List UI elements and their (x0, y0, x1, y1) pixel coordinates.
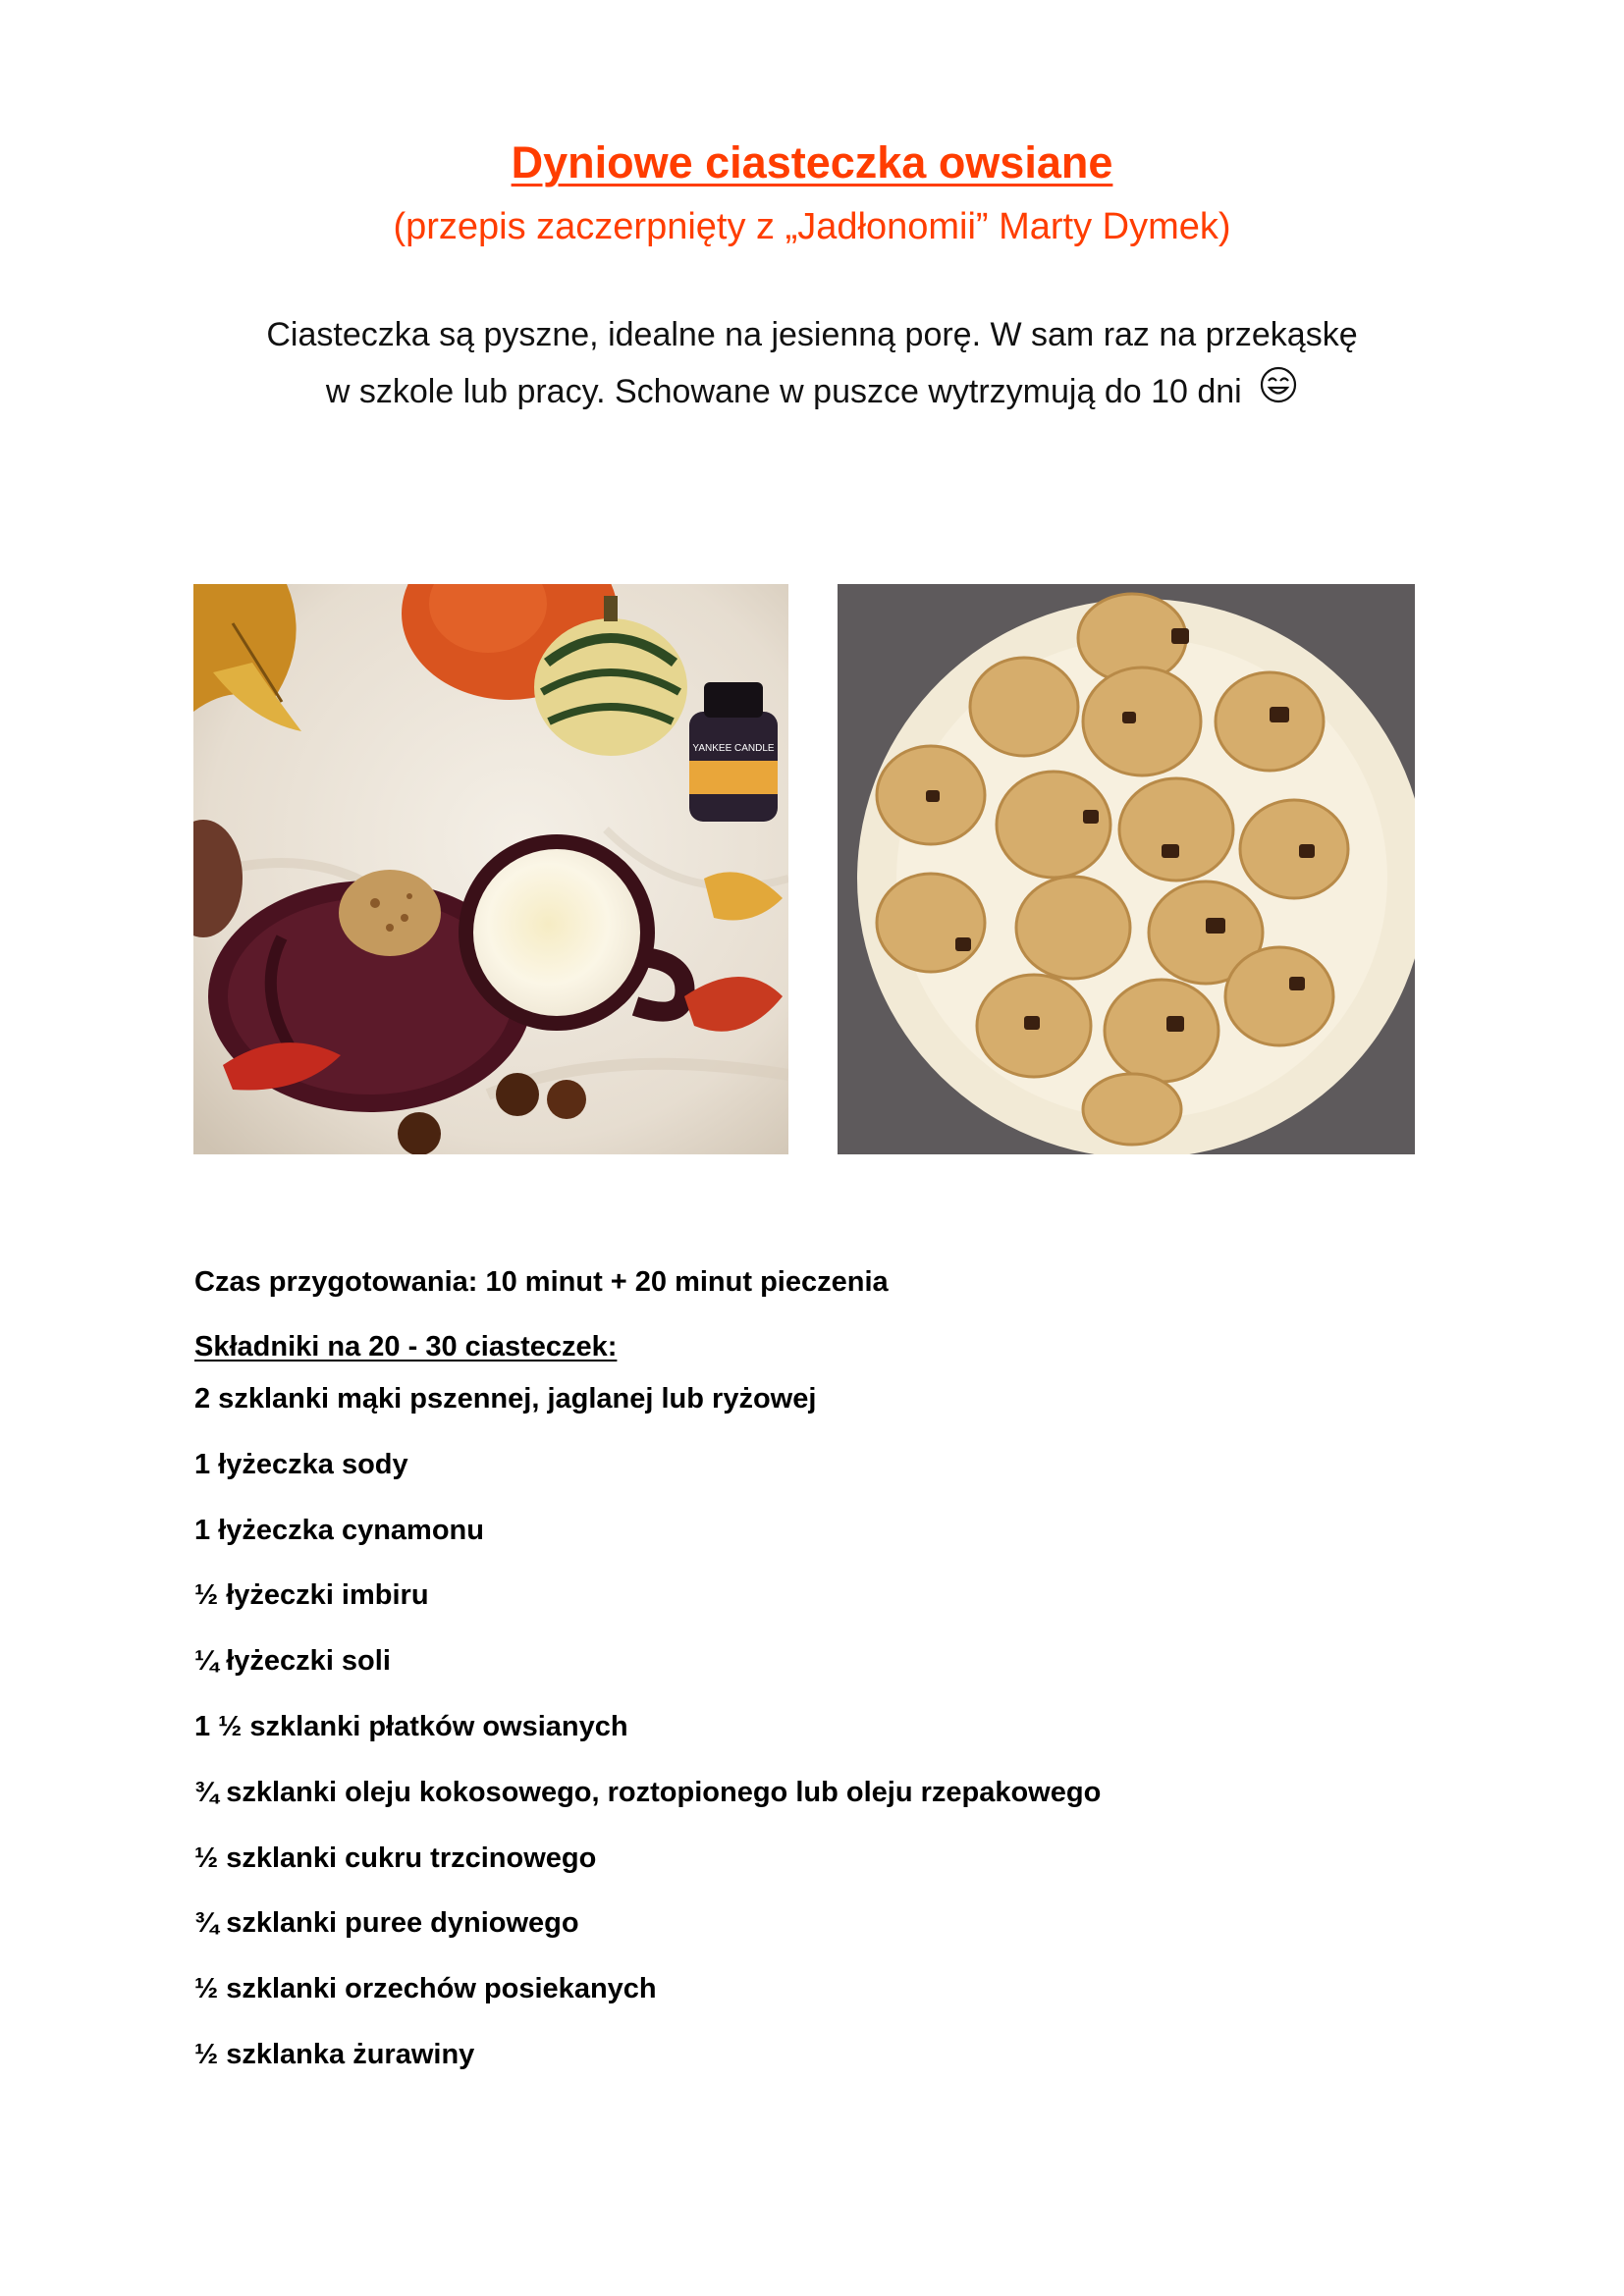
intro-paragraph (0, 306, 1624, 422)
smiling-face-icon (1259, 365, 1298, 422)
ingredients-list (194, 1379, 1101, 2101)
list-item: ½ łyżeczki imbiru (194, 1579, 429, 1612)
list-item: ½ szklanki orzechów posiekanych (194, 1973, 657, 2005)
list-item: 1 ½ szklanki płatków owsianych (194, 1710, 628, 1742)
cookies-on-plate-photo (838, 584, 1415, 1154)
intro-line-1: Ciasteczka są pyszne, idealne na jesienną porę. W sam raz na przekąskę (266, 316, 1358, 353)
list-item: ½ szklanka żurawiny (194, 2038, 475, 2070)
intro-line-2-text: w szkole lub pracy. Schowane w puszce wytrzymują do 10 dni (325, 373, 1242, 410)
list-item: 1 łyżeczka cynamonu (194, 1514, 484, 1546)
list-item: ½ szklanki cukru trzcinowego (194, 1842, 597, 1874)
intro-line-2 (0, 363, 1624, 422)
list-item: 1 łyżeczka sody (194, 1448, 408, 1480)
list-item: ¼ łyżeczki soli (194, 1645, 391, 1678)
ingredients-header: Składniki na 20 - 30 ciasteczek: (194, 1331, 618, 1362)
list-item: ¾ szklanki puree dyniowego (194, 1907, 579, 1940)
recipe-source: (przepis zaczerpnięty z „Jadłonomii” Marty Dymek) (393, 206, 1231, 247)
candle-label: YANKEE CANDLE (692, 743, 775, 754)
recipe-title: Dyniowe ciasteczka owsiane (511, 137, 1113, 187)
list-item: 2 szklanki mąki pszennej, jaglanej lub ryżowej (194, 1383, 817, 1415)
autumn-still-life-photo (193, 584, 788, 1154)
prep-time: Czas przygotowania: 10 minut + 20 minut pieczenia (194, 1266, 889, 1298)
list-item: ¾ szklanki oleju kokosowego, roztopionego lub oleju rzepakowego (194, 1776, 1102, 1808)
